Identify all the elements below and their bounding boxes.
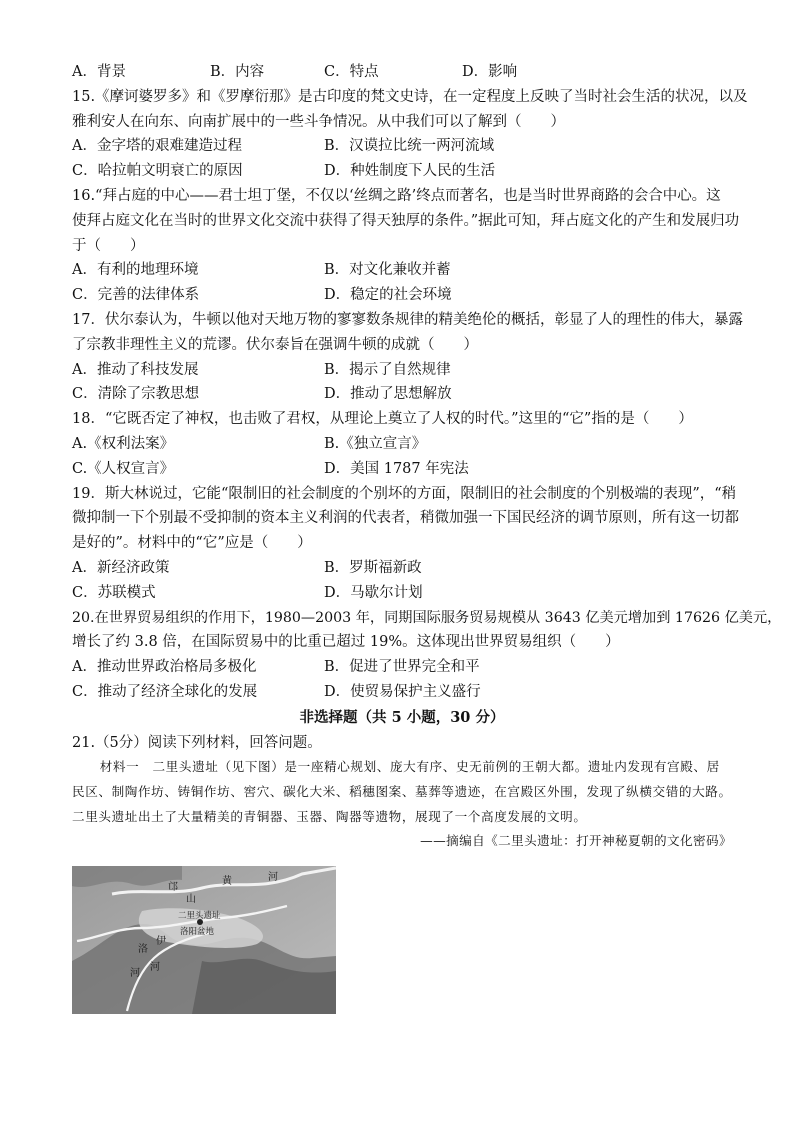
q15-stem-line: 15.《摩诃婆罗多》和《罗摩衍那》是古印度的梵文史诗，在一定程度上反映了当时社会生活的状况，以及 — [72, 88, 748, 105]
q15-option-d[interactable]: D．种姓制度下人民的生活 — [324, 163, 496, 180]
exam-page — [72, 60, 782, 853]
q16-options-row — [72, 283, 732, 308]
label-shan: 山 — [186, 894, 196, 905]
q16-option-a[interactable]: A．有利的地理环境 — [72, 262, 199, 279]
q14-option-a[interactable]: A．背景 — [72, 64, 126, 80]
label-yi-2: 河 — [150, 962, 160, 973]
q18-options-row — [72, 432, 732, 457]
q17-option-b[interactable]: B．揭示了自然规律 — [324, 361, 451, 378]
q21-material-source: ——摘编自《二里头遗址：打开神秘夏朝的文化密码》 — [420, 833, 732, 849]
q15-option-b[interactable]: B．汉谟拉比统一两河流域 — [324, 138, 495, 155]
label-erlitou: 二里头遗址 — [178, 911, 221, 921]
q15-stem-line: 雅利安人在向东、向南扩展中的一些斗争情况。从中我们可以了解到（ ） — [72, 113, 565, 130]
q18-option-c[interactable]: C.《人权宣言》 — [72, 460, 175, 477]
q15-option-c[interactable]: C．哈拉帕文明衰亡的原因 — [72, 163, 243, 180]
map-graphic — [72, 866, 336, 1014]
label-he: 河 — [268, 872, 278, 883]
q21-material-one: 材料一 二里头遗址（见下图）是一座精心规划、庞大有序、史无前例的王朝大都。遗址内发现有宫殿、居民区、制陶作坊、铸铜作坊、窖穴、碳化大米、稻穗图案、墓葬等遗迹，在宫殿区外围，发现了纵横交错的大路。二里头遗址出土了大量精美的青铜器、玉器、陶器等遗物，展现了一个高度发展的文明。 — [72, 759, 732, 824]
q16-stem-line: 使拜占庭文化在当时的世界文化交流中获得了得天独厚的条件。”据此可知，拜占庭文化的产生和发展归功 — [72, 212, 740, 229]
q17-option-c[interactable]: C．清除了宗教思想 — [72, 386, 200, 403]
q18-option-d[interactable]: D．美国 1787 年宪法 — [324, 460, 469, 477]
q20-option-d[interactable]: D．使贸易保护主义盛行 — [324, 683, 481, 700]
q16-stem-line: 于（ ） — [72, 237, 145, 254]
label-mang: 邙 — [168, 882, 178, 893]
q20-stem-line: 20.在世界贸易组织的作用下，1980—2003 年，同期国际服务贸易规模从 3643 亿美元增加到 17626 亿美元， — [72, 609, 782, 626]
q17-option-d[interactable]: D．推动了思想解放 — [324, 386, 452, 403]
q18-options-row — [72, 457, 732, 482]
q21-stem: 21.（5分）阅读下列材料，回答问题。 — [72, 734, 322, 751]
q17-option-a[interactable]: A．推动了科技发展 — [72, 361, 199, 378]
q17-stem-line: 17．伏尔泰认为，牛顿以他对天地万物的寥寥数条规律的精美绝伦的概括，彰显了人的理性的伟大，暴露 — [72, 311, 743, 328]
q16-stem-line: 16.“拜占庭的中心——君士坦丁堡，不仅以‘丝绸之路’终点而著名，也是当时世界商路的会合中心。这 — [72, 187, 721, 204]
q17-stem-line: 了宗教非理性主义的荒谬。伏尔泰旨在强调牛顿的成就（ ） — [72, 336, 478, 353]
q15-options-row — [72, 134, 732, 159]
section-heading: 非选择题（共 5 小题，30 分） — [299, 708, 505, 726]
erlitou-site-map — [72, 866, 336, 1014]
q15-option-a[interactable]: A．金字塔的艰难建造过程 — [72, 138, 242, 155]
q16-option-c[interactable]: C．完善的法律体系 — [72, 287, 200, 304]
label-luoyang-basin: 洛阳盆地 — [180, 927, 215, 937]
q19-options-row — [72, 581, 732, 606]
label-yi-1: 伊 — [156, 936, 166, 947]
q20-option-b[interactable]: B．促进了世界完全和平 — [324, 659, 480, 676]
q16-options-row — [72, 258, 732, 283]
q17-options-row — [72, 382, 732, 407]
q14-option-c[interactable]: C．特点 — [324, 64, 379, 80]
q16-option-b[interactable]: B．对文化兼收并蓄 — [324, 262, 451, 279]
q19-option-a[interactable]: A．新经济政策 — [72, 559, 170, 576]
q20-stem-line: 增长了约 3.8 倍，在国际贸易中的比重已超过 19%。这体现出世界贸易组织（ ） — [72, 634, 620, 651]
q14-options — [72, 60, 732, 85]
q19-stem-line: 微抑制一下个别最不受抑制的资本主义利润的代表者，稍微加强一下国民经济的调节原则，所有这一切都 — [72, 510, 739, 527]
q20-options-row — [72, 680, 732, 705]
q20-options-row — [72, 655, 732, 680]
q19-stem-line: 是好的”。材料中的“它”应是（ ） — [72, 535, 312, 552]
q19-option-d[interactable]: D．马歇尔计划 — [324, 584, 423, 601]
q18-stem-line: 18．“它既否定了神权，也击败了君权，从理论上奠立了人权的时代。”这里的“它”指的是（ ） — [72, 411, 693, 428]
q19-option-c[interactable]: C．苏联模式 — [72, 584, 156, 601]
label-luo-2: 河 — [130, 968, 140, 979]
q18-option-a[interactable]: A.《权利法案》 — [72, 435, 175, 452]
q14-option-d[interactable]: D．影响 — [462, 64, 518, 80]
q19-stem-line: 19．斯大林说过，它能“限制旧的社会制度的个别坏的方面，限制旧的社会制度的个别极端的表现”，“稍 — [72, 485, 737, 502]
q15-options-row — [72, 159, 732, 184]
q20-option-a[interactable]: A．推动世界政治格局多极化 — [72, 659, 257, 676]
q19-options-row — [72, 556, 732, 581]
q20-option-c[interactable]: C．推动了经济全球化的发展 — [72, 683, 258, 700]
q14-option-b[interactable]: B．内容 — [210, 64, 265, 80]
q17-options-row — [72, 358, 732, 383]
q18-option-b[interactable]: B.《独立宣言》 — [324, 435, 427, 452]
label-huang: 黄 — [222, 876, 232, 887]
q16-option-d[interactable]: D．稳定的社会环境 — [324, 287, 452, 304]
label-luo-1: 洛 — [138, 944, 148, 955]
q19-option-b[interactable]: B．罗斯福新政 — [324, 559, 422, 576]
